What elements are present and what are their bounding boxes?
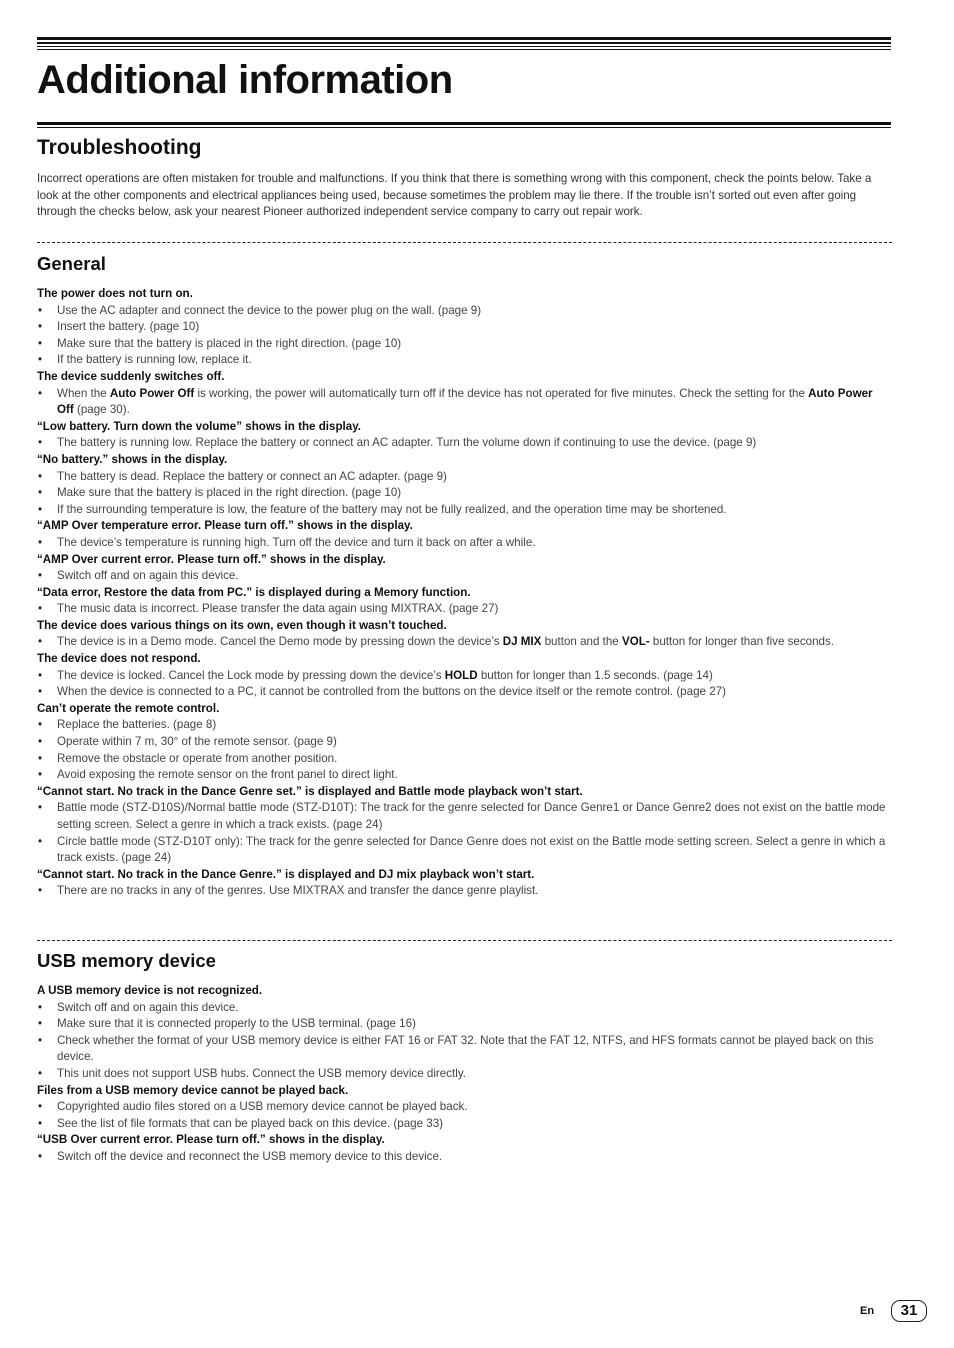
solution-text: The device’s temperature is running high. Turn off the device and turn it back on after a while. [57, 535, 536, 549]
solution-text: Make sure that the battery is placed in the right direction. (page 10) [57, 486, 402, 500]
issue-heading: The device does various things on its own, even though it wasn’t touched. [37, 618, 447, 632]
solution-item [37, 800, 892, 833]
solution-item [37, 634, 892, 651]
solution-text: There are no tracks in any of the genres. Use MIXTRAX and transfer the dance genre playlist. [57, 884, 539, 898]
solution-item [37, 386, 892, 419]
issue-heading: The power does not turn on. [37, 287, 193, 300]
issue-heading: “Cannot start. No track in the Dance Genre.” is displayed and DJ mix playback won’t start. [37, 867, 535, 881]
solution-item [37, 717, 892, 734]
solution-item [37, 668, 892, 685]
section-rule [37, 122, 891, 125]
solution-text: (page 30). [73, 403, 130, 417]
solution-item [37, 568, 892, 585]
page-number: 31 [891, 1300, 927, 1322]
header-rule [37, 37, 891, 40]
solution-text: Switch off and on again this device. [57, 569, 239, 583]
solution-item [37, 319, 892, 336]
intro-paragraph: Incorrect operations are often mistaken for trouble and malfunctions. If you think that there is something wrong with this component, check the points below. Take a look at the other components and electrical appliances being used, because sometimes the problem may lie there. If the trouble isn’t sorted out even after going through the checks below, ask your nearest Pioneer authorized independent service company to carry out repair work. [37, 172, 872, 218]
section-rule [37, 127, 891, 128]
emphasis-text: HOLD [444, 668, 478, 682]
solution-text: Avoid exposing the remote sensor on the front panel to direct light. [57, 768, 398, 782]
issue-heading: “Low battery. Turn down the volume” shows in the display. [37, 419, 362, 433]
usb-issue-list [37, 983, 892, 1166]
dashed-divider [37, 940, 892, 941]
issue-heading: Can’t operate the remote control. [37, 701, 220, 715]
emphasis-text: VOL- [621, 635, 650, 649]
solution-list [37, 435, 892, 452]
solution-list [37, 668, 892, 701]
solution-item [37, 1016, 892, 1033]
general-issue-list [37, 286, 892, 900]
solution-text: The device is locked. Cancel the Lock mode by pressing down the device’s [57, 668, 445, 682]
language-label: En [860, 1305, 875, 1317]
dashed-divider [37, 242, 892, 243]
solution-item [37, 1000, 892, 1017]
solution-text: The battery is running low. Replace the battery or connect an AC adapter. Turn the volume down if continuing to use the device. (page 9) [57, 436, 757, 450]
solution-text: is working, the power will automatically turn off if the device has not operated for five minutes. Check the setting for the [194, 386, 809, 400]
solution-list [37, 303, 892, 369]
solution-item [37, 435, 892, 452]
solution-item [37, 601, 892, 618]
issue-heading: “USB Over current error. Please turn off.” shows in the display. [37, 1133, 385, 1147]
solution-list [37, 1000, 892, 1083]
solution-list [37, 717, 892, 783]
solution-text: Insert the battery. (page 10) [57, 320, 200, 334]
solution-list [37, 1099, 892, 1132]
header-rule [37, 49, 891, 50]
solution-item [37, 352, 892, 369]
issue-heading: A USB memory device is not recognized. [37, 984, 263, 997]
solution-text: When the device is connected to a PC, it cannot be controlled from the buttons on the device itself or the remote control. (page 27) [57, 685, 726, 699]
emphasis-text: Auto Power Off [57, 386, 873, 417]
issue-heading: The device does not respond. [37, 652, 201, 666]
solution-item [37, 1066, 892, 1083]
solution-text: Use the AC adapter and connect the device to the power plug on the wall. (page 9) [57, 303, 482, 317]
issue-heading: “AMP Over temperature error. Please turn off.” shows in the display. [37, 519, 413, 533]
solution-text: Make sure that the battery is placed in the right direction. (page 10) [57, 336, 402, 350]
solution-list [37, 800, 892, 866]
issue-heading: Files from a USB memory device cannot be played back. [37, 1083, 349, 1097]
solution-item [37, 834, 892, 867]
issue-heading: The device suddenly switches off. [37, 369, 225, 383]
subsection-title-usb: USB memory device [37, 950, 216, 971]
solution-text: This unit does not support USB hubs. Connect the USB memory device directly. [57, 1066, 466, 1080]
solution-item [37, 684, 892, 701]
solution-text: The device is in a Demo mode. Cancel the Demo mode by pressing down the device’s [57, 635, 503, 649]
solution-item [37, 1099, 892, 1116]
solution-list [37, 634, 892, 651]
issue-heading: “Cannot start. No track in the Dance Genre set.” is displayed and Battle mode playback won’t start. [37, 784, 583, 798]
page-title: Additional information [37, 58, 453, 102]
solution-list [37, 601, 892, 618]
solution-list [37, 535, 892, 552]
solution-list [37, 568, 892, 585]
solution-text: Check whether the format of your USB memory device is either FAT 16 or FAT 32. Note that the FAT 12, NTFS, and HFS formats cannot be played back on this device. [57, 1033, 874, 1064]
header-rule [37, 46, 891, 48]
solution-list [37, 386, 892, 419]
solution-text: Switch off and on again this device. [57, 1000, 239, 1014]
solution-item [37, 303, 892, 320]
issue-heading: “Data error, Restore the data from PC.” is displayed during a Memory function. [37, 585, 471, 599]
solution-item [37, 734, 892, 751]
emphasis-text: Auto Power Off [109, 386, 195, 400]
subsection-title-general: General [37, 253, 106, 274]
solution-text: The battery is dead. Replace the battery or connect an AC adapter. (page 9) [57, 469, 447, 483]
header-rule [37, 42, 891, 44]
issue-heading: “AMP Over current error. Please turn off.” shows in the display. [37, 552, 386, 566]
solution-text: Remove the obstacle or operate from another position. [57, 751, 338, 765]
solution-text: Switch off the device and reconnect the USB memory device to this device. [57, 1149, 443, 1163]
solution-item [37, 535, 892, 552]
section-title: Troubleshooting [37, 136, 202, 159]
solution-item [37, 1149, 892, 1166]
solution-text: button for longer than five seconds. [649, 635, 835, 649]
solution-text: button for longer than 1.5 seconds. (page 14) [477, 668, 713, 682]
solution-text: button and the [541, 635, 622, 649]
solution-text: Replace the batteries. (page 8) [57, 718, 217, 732]
solution-text: Operate within 7 m, 30° of the remote sensor. (page 9) [57, 735, 337, 749]
solution-item [37, 469, 892, 486]
emphasis-text: DJ MIX [502, 635, 542, 649]
solution-text: The music data is incorrect. Please transfer the data again using MIXTRAX. (page 27) [57, 602, 499, 616]
solution-item [37, 767, 892, 784]
solution-item [37, 751, 892, 768]
solution-item [37, 502, 892, 519]
solution-text: Battle mode (STZ-D10S)/Normal battle mode (STZ-D10T): The track for the genre selected for Dance Genre1 or Dance Genre2 does not exist on the battle mode setting screen. Select a genre in which a track exists. (page 24) [57, 801, 886, 831]
solution-item [37, 883, 892, 900]
solution-item [37, 336, 892, 353]
solution-text: Make sure that it is connected properly to the USB terminal. (page 16) [57, 1017, 416, 1031]
solution-list [37, 883, 892, 900]
solution-text: If the battery is running low, replace it. [57, 353, 252, 367]
solution-item [37, 485, 892, 502]
solution-text: If the surrounding temperature is low, the feature of the battery may not be fully realized, and the operation time may be shortened. [57, 502, 727, 516]
solution-item [37, 1116, 892, 1133]
issue-heading: “No battery.” shows in the display. [37, 452, 228, 466]
solution-text: Circle battle mode (STZ-D10T only): The track for the genre selected for Dance Genre does not exist on the Battle mode setting screen. Select a genre in which a track exists. (page 24) [57, 834, 886, 865]
solution-text: Copyrighted audio files stored on a USB memory device cannot be played back. [57, 1100, 468, 1114]
solution-list [37, 1149, 892, 1166]
solution-text: See the list of file formats that can be played back on this device. (page 33) [57, 1116, 444, 1130]
solution-item [37, 1033, 892, 1066]
solution-list [37, 469, 892, 519]
solution-text: When the [57, 386, 110, 400]
